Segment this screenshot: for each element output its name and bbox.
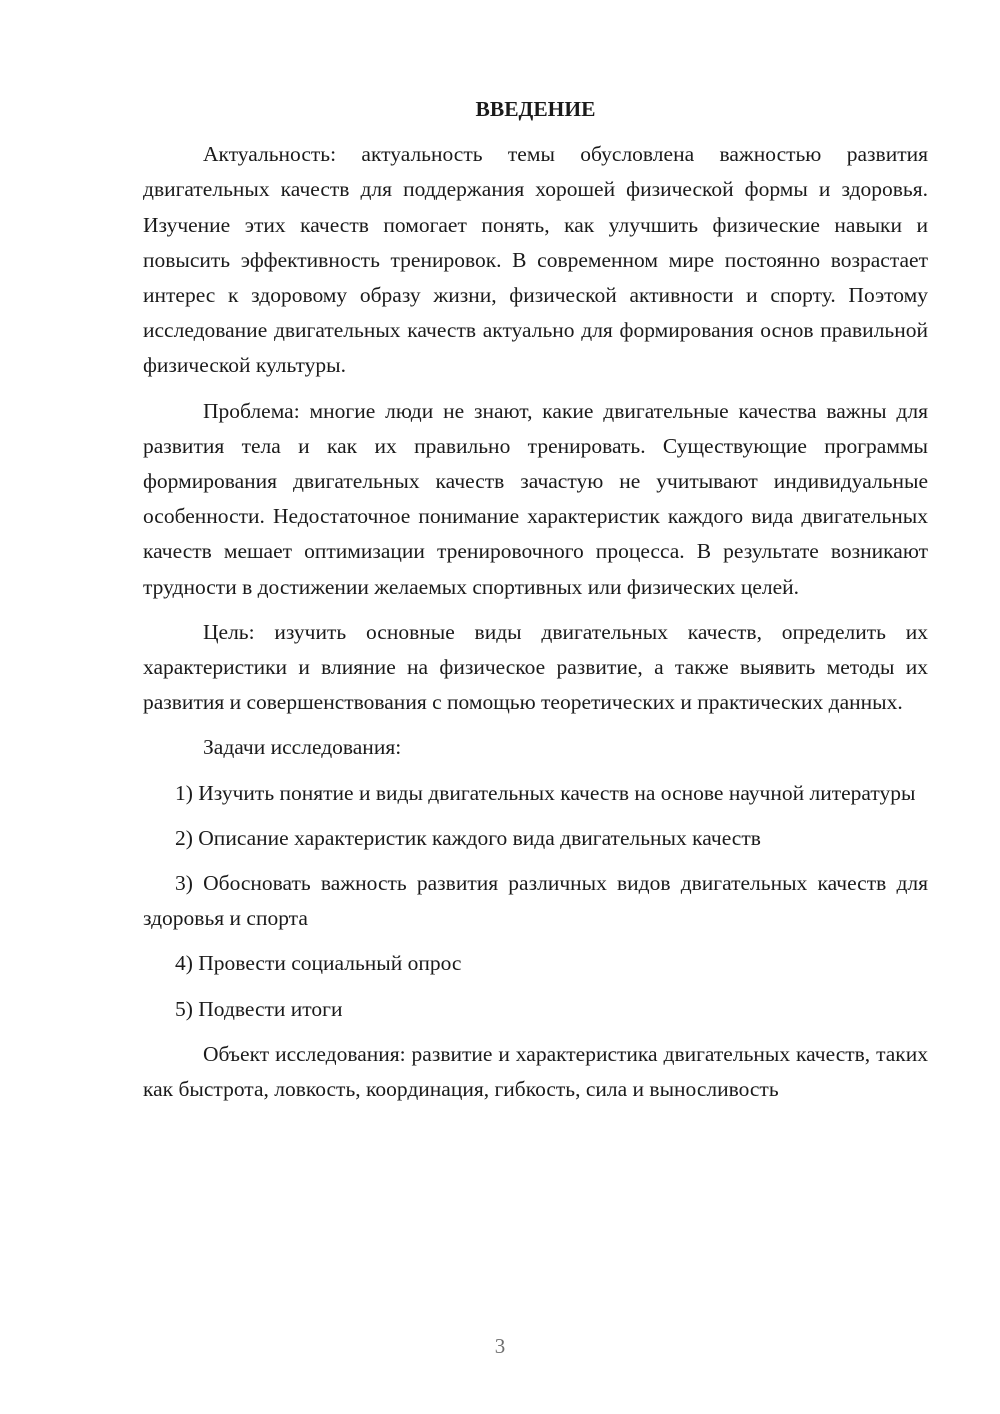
page-number: 3 — [494, 1334, 506, 1358]
problem-paragraph: Проблема: многие люди не знают, какие двигательные качества важны для развития тела и как их правильно тренировать. Существующие программы формирования двигательных качеств зачастую не учитывают индивидуальные особенности. Недостаточное понимание характеристик каждого вида двигательных качеств мешает оптимизации тренировочного процесса. В результате возникают трудности в достижении желаемых спортивных или физических целей. — [143, 398, 928, 599]
task-item: 5) Подвести итоги — [175, 996, 343, 1021]
document-page — [143, 92, 928, 1117]
task-item: 1) Изучить понятие и виды двигательных качеств на основе научной литературы — [175, 780, 916, 805]
object-paragraph: Объект исследования: развитие и характеристика двигательных качеств, таких как быстрота, ловкость, координация, гибкость, сила и выносливость — [143, 1041, 928, 1102]
section-title: ВВЕДЕНИЕ — [475, 97, 596, 121]
task-item: 4) Провести социальный опрос — [175, 951, 462, 976]
goal-paragraph: Цель: изучить основные виды двигательных качеств, определить их характеристики и влияние на физическое развитие, а также выявить методы их развития и совершенствования с помощью теоретических и практических данных. — [143, 619, 928, 715]
task-item: 3) Обосновать важность развития различных видов двигательных качеств для здоровья и спорта — [143, 871, 928, 931]
task-item: 2) Описание характеристик каждого вида двигательных качеств — [175, 825, 761, 850]
relevance-paragraph: Актуальность: актуальность темы обусловлена важностью развития двигательных качеств для поддержания хорошей физической формы и здоровья. Изучение этих качеств помогает понять, как улучшить физические навыки и повысить эффективность тренировок. В современном мире постоянно возрастает интерес к здоровому образу жизни, физической активности и спорту. Поэтому исследование двигательных качеств актуально для формирования основ правильной физической культуры. — [143, 142, 928, 378]
tasks-heading: Задачи исследования: — [203, 735, 402, 760]
